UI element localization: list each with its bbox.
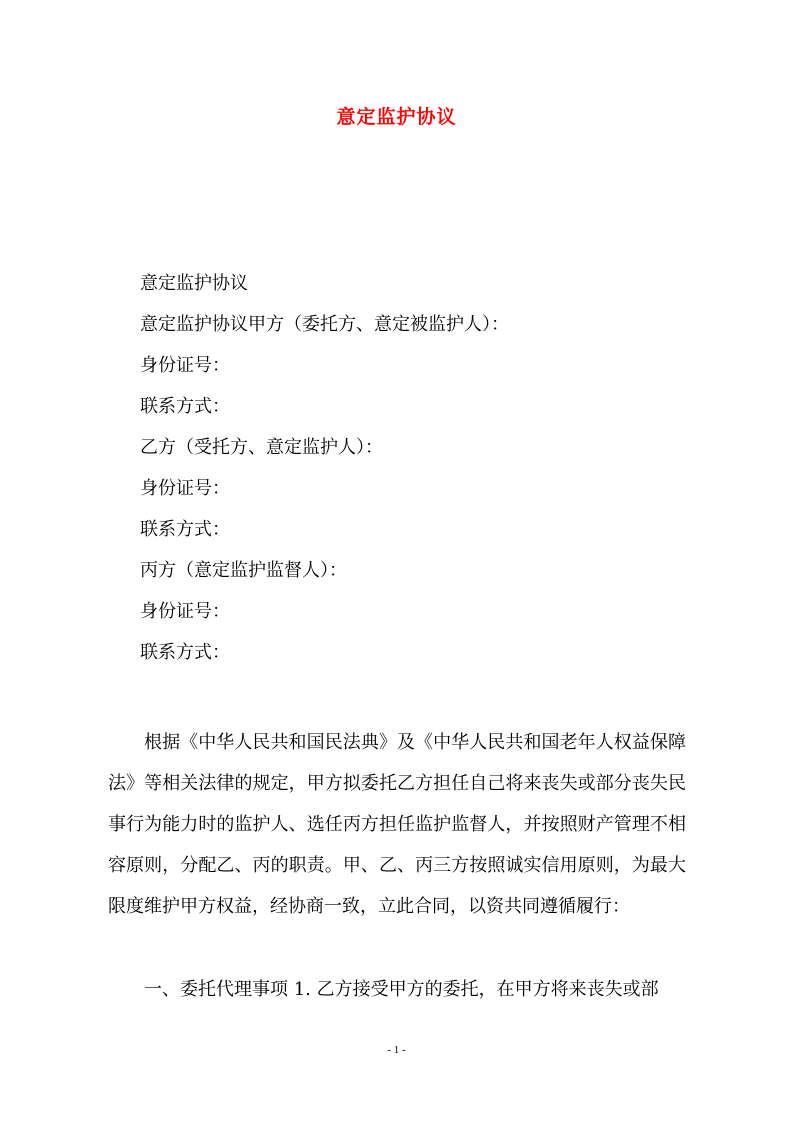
party-c-contact-field: 联系方式： [140,642,230,663]
party-a-contact-field: 联系方式： [140,396,230,417]
clause-one-paragraph: 一、委托代理事项 1. 乙方接受甲方的委托，在甲方将来丧失或部 [144,979,659,1000]
preamble-paragraph: 根据《中华人民共和国民法典》及《中华人民共和国老年人权益保障法》等相关法律的规定，甲方拟委托乙方担任自己将来丧失或部分丧失民事行为能力时的监护人、选任丙方担任监护监督人，并按照财产管理不相容原则，分配乙、丙的职责。甲、乙、丙三方按照诚实信用原则，为最大限度维护甲方权益，经协商一致，立此合同，以资共同遵循履行： [108,732,686,917]
party-b-id-field: 身份证号： [140,478,230,499]
party-info-block [140,270,700,680]
party-c-id-field: 身份证号： [140,601,230,622]
party-c-line: 丙方（意定监护监督人）： [140,560,347,581]
agreement-heading: 意定监护协议 [140,273,248,294]
party-b-contact-field: 联系方式： [140,519,230,540]
page-number: - 1 - [387,1044,406,1056]
party-a-id-field: 身份证号： [140,355,230,376]
party-b-line: 乙方（受托方、意定监护人）： [140,437,383,458]
party-a-line: 意定监护协议甲方（委托方、意定被监护人）： [140,314,509,335]
document-title: 意定监护协议 [336,106,457,128]
